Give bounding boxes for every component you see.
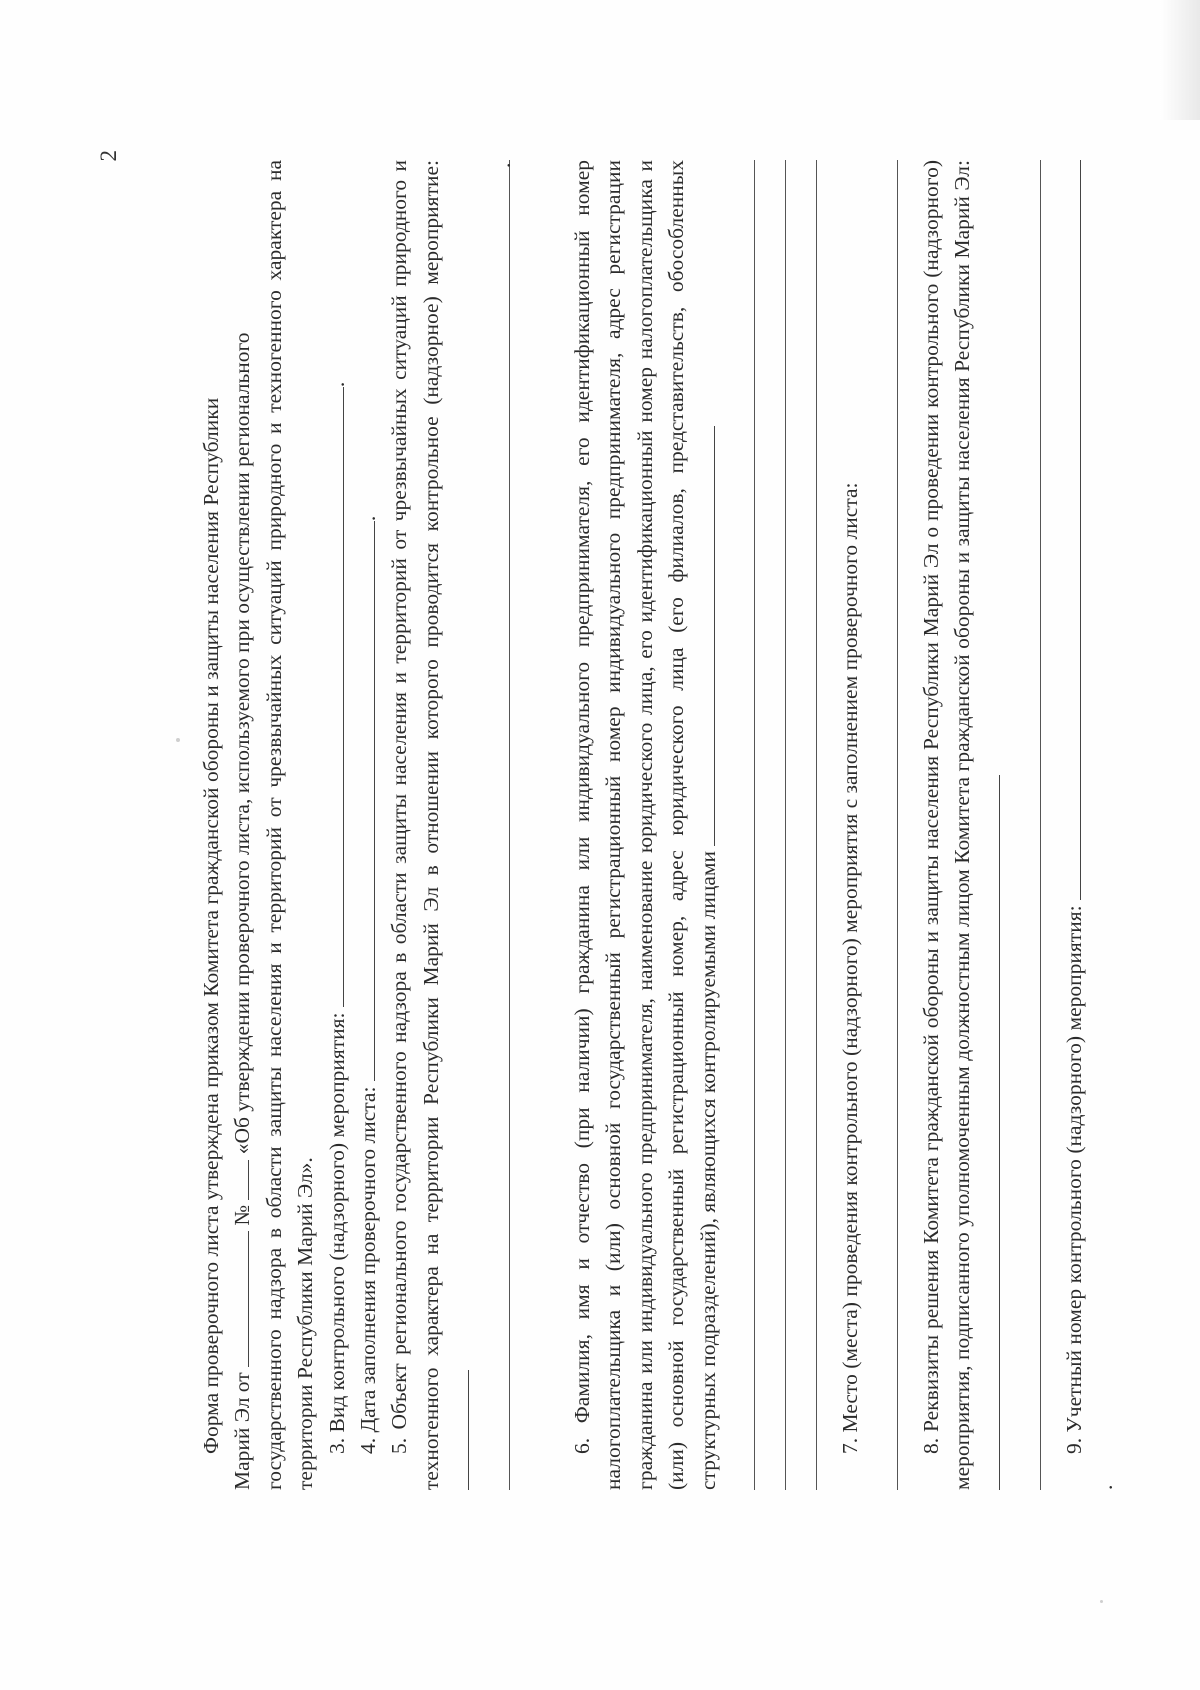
end-mark: . (1093, 1484, 1118, 1490)
item-4-label: 4. Дата заполнения проверочного листа: (356, 1086, 381, 1454)
item-5-field[interactable] (448, 1370, 469, 1490)
order-date-blank[interactable] (228, 1231, 249, 1367)
item-9-registration-number (1059, 160, 1122, 1490)
spacer (1041, 160, 1059, 1490)
item-4-field[interactable] (354, 521, 375, 1081)
end-mark: . (356, 515, 381, 522)
page-number: 2 (96, 150, 121, 162)
form-intro-line2 (227, 160, 258, 1490)
item-5-extra-line[interactable] (479, 160, 510, 1490)
item-6-controlled-person (567, 160, 724, 1490)
item-5-label: 5. Объект регионального государственного надзора в области защиты населения и территорий от чрезвычайных ситуаций природного и техногенного характера на территории Республики Марий Эл в отношении которого проводится контрольное (надзорное) мероприятие: (387, 160, 443, 1490)
spacer (898, 160, 916, 1490)
order-number-blank[interactable] (228, 1160, 249, 1200)
checklist-form-header (196, 160, 1122, 1490)
order-number-sign: № (230, 1205, 255, 1226)
item-8-line[interactable] (1010, 160, 1041, 1490)
item-3-kind-of-event (322, 160, 353, 1490)
item-8-field[interactable] (979, 775, 1000, 1490)
spacer (817, 160, 835, 1490)
end-mark: . (490, 162, 515, 168)
end-mark: . (324, 381, 349, 388)
spacer (541, 160, 567, 1490)
item-3-label: 3. Вид контрольного (надзорного) мероприятия: (324, 1012, 349, 1454)
item-6-line-2[interactable] (755, 160, 786, 1490)
item-8-decision-details (916, 160, 1010, 1490)
item-7-place: 7. Место (места) проведения контрольного (надзорного) мероприятия с заполнением проверочного листа: (838, 482, 863, 1454)
item-5-object (384, 160, 478, 1490)
item-6-line-1[interactable] (724, 160, 755, 1490)
item-8-label: 8. Реквизиты решения Комитета гражданской обороны и защиты населения Республики Марий Эл о проведении контрольного (надзорного) мероприятия, подписанного уполномоченным должностным лицом Комитета гражданской обороны и защиты населения Республики Марий Эл: (918, 160, 974, 1490)
item-3-field[interactable] (323, 387, 344, 1007)
item-7-line[interactable] (867, 160, 898, 1490)
item-9-field[interactable] (1060, 160, 1081, 900)
form-intro-date-label: Марий Эл от (230, 1372, 255, 1490)
form-intro-rest: государственного надзора в области защиты населения и территорий от чрезвычайных ситуаций природного и техногенного характера на территории Республики Марий Эл». (261, 160, 318, 1490)
item-6-field[interactable] (694, 426, 715, 846)
item-9-label: 9. Учетный номер контрольного (надзорного) мероприятия: (1061, 905, 1086, 1454)
item-4-fill-date (353, 160, 384, 1490)
form-intro-line1: Форма проверочного листа утверждена приказом Комитета гражданской обороны и защиты населения Республики (199, 397, 223, 1454)
item-6-line-3[interactable] (786, 160, 817, 1490)
item-6-label: 6. Фамилия, имя и отчество (при наличии) гражданина или индивидуального предпринимателя, его идентификационный номер налогоплательщика и (или) основной государственный регистрационный номер индивидуального предпринимателя, адрес регистрации гражданина или индивидуального предпринимателя, наименование юридического лица, его идентификационный номер налогоплательщика и (или) основной государственный регистрационный номер, адрес юридического лица (его филиалов, представительств, обособленных структурных подразделений), являющихся контролируемыми лицами (570, 160, 720, 1490)
order-title: «Об утверждении проверочного листа, используемого при осуществлении регионального (230, 332, 255, 1155)
